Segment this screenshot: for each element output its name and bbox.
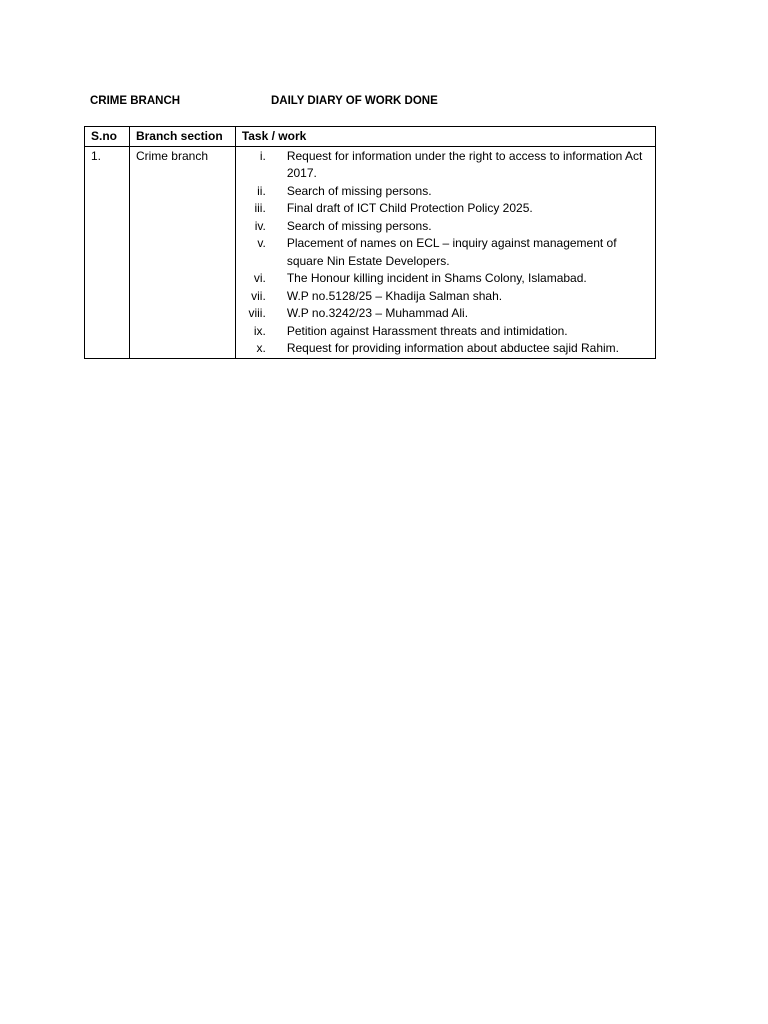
task-number: v.	[257, 236, 266, 250]
task-item	[236, 323, 649, 341]
task-number: x.	[256, 341, 266, 355]
task-text: Search of missing persons.	[286, 218, 432, 233]
task-item	[236, 305, 649, 323]
task-item	[236, 183, 649, 201]
column-header-branch-section: Branch section	[129, 127, 235, 147]
task-number: iii.	[254, 201, 266, 215]
task-text: Request for providing information about abductee sajid Rahim.	[286, 341, 620, 355]
task-text: W.P no.3242/23 – Muhammad Ali.	[286, 306, 469, 320]
task-list	[236, 148, 649, 358]
table-header-row	[85, 127, 656, 147]
task-text: Petition against Harassment threats and intimidation.	[286, 323, 568, 338]
task-number: ii.	[257, 183, 266, 198]
task-text: Placement of names on ECL – inquiry against management of square Nin Estate Developers.	[286, 236, 617, 268]
task-text: Request for information under the right to access to information Act 2017.	[286, 148, 643, 180]
column-header-sno: S.no	[85, 127, 130, 147]
task-number: iv.	[254, 218, 266, 233]
branch-section-cell: Crime branch	[129, 146, 235, 358]
table-row	[85, 146, 656, 358]
task-item	[236, 270, 649, 288]
task-number: vii.	[251, 288, 266, 303]
task-item	[236, 340, 649, 358]
task-text: W.P no.5128/25 – Khadija Salman shah.	[286, 288, 503, 303]
column-header-task-work: Task / work	[235, 127, 655, 147]
task-item	[236, 200, 649, 218]
task-text: Search of missing persons.	[286, 183, 432, 198]
sno-cell: 1.	[85, 146, 130, 358]
task-text: Final draft of ICT Child Protection Policy 2025.	[286, 201, 533, 215]
branch-title: CRIME BRANCH	[90, 95, 181, 107]
task-number: i.	[259, 148, 266, 163]
work-done-table	[84, 126, 656, 359]
task-text: The Honour killing incident in Shams Colony, Islamabad.	[286, 271, 587, 285]
task-item	[236, 148, 649, 183]
task-item	[236, 235, 649, 270]
task-item	[236, 218, 649, 236]
document-heading	[90, 95, 650, 111]
task-item	[236, 288, 649, 306]
task-work-cell	[235, 146, 655, 358]
task-number: vi.	[253, 271, 266, 285]
diary-title: DAILY DIARY OF WORK DONE	[271, 95, 438, 107]
task-number: ix.	[253, 323, 266, 338]
task-number: viii.	[248, 306, 266, 320]
